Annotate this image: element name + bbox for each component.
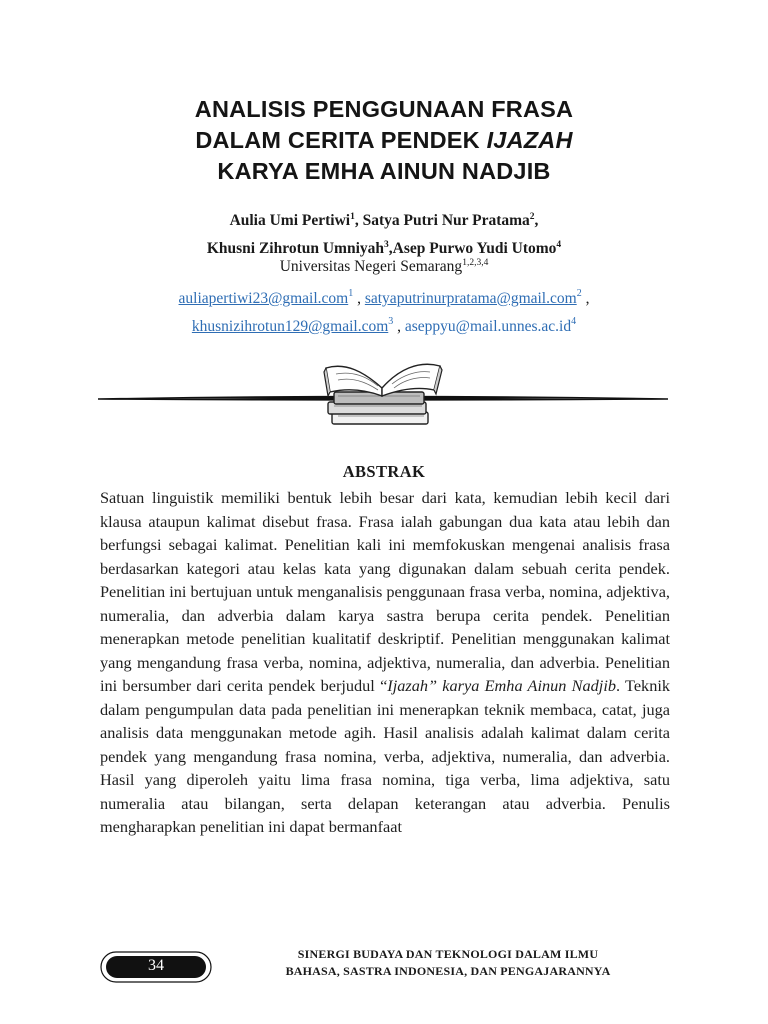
affiliation-sup: 1,2,3,4 bbox=[462, 258, 489, 268]
author-separator: , bbox=[534, 212, 539, 229]
title-italic-word: IJAZAH bbox=[486, 127, 573, 153]
author-sup: 4 bbox=[556, 240, 562, 250]
author-sup: 1 bbox=[350, 212, 355, 222]
running-footer bbox=[228, 946, 668, 980]
email-text: aseppyu@mail.unnes.ac.id bbox=[404, 318, 572, 335]
affiliation bbox=[0, 257, 768, 277]
title-line-2-text: DALAM CERITA PENDEK bbox=[195, 127, 487, 153]
email-list bbox=[0, 285, 768, 341]
email-line-2: khusnizihrotun129@gmail.com$^3$ , $aseppyu@mail.unnes.ac.id^4$ bbox=[191, 316, 577, 335]
author-list bbox=[0, 207, 768, 263]
email-link[interactable]: auliapertiwi23@gmail.com bbox=[178, 290, 349, 307]
open-book-icon bbox=[324, 364, 442, 424]
author-separator: , bbox=[354, 212, 363, 229]
page-number: 34 bbox=[148, 957, 164, 974]
author-sup: 3 bbox=[384, 240, 389, 250]
affiliation-text: Universitas Negeri Semarang bbox=[279, 258, 463, 275]
email-sup: 4 bbox=[571, 316, 577, 327]
abstract-heading: ABSTRAK bbox=[342, 462, 426, 481]
email-sup: 2 bbox=[576, 288, 582, 299]
title-line-1: ANALISIS PENGGUNAAN FRASA bbox=[194, 96, 574, 122]
author-name: Khusni Zihrotun Umniyah bbox=[206, 240, 385, 257]
author-name: Satya Putri Nur Pratama bbox=[362, 212, 530, 229]
abstract-body bbox=[100, 486, 670, 839]
title-line-2 bbox=[0, 125, 768, 156]
email-link[interactable]: satyaputrinurpratama@gmail.com bbox=[364, 290, 577, 307]
paper-title bbox=[0, 94, 768, 187]
open-book-divider bbox=[98, 348, 668, 428]
author-separator: , bbox=[388, 240, 393, 257]
abstract-text: Satuan linguistik memiliki bentuk lebih besar dari kata, kemudian lebih kecil dari klausa ataupun kalimat disebut frasa. Frasa ialah gabungan dua kata atau lebih dan berfungsi sebagai kalimat. Penelitian kali ini memfokuskan mengenai analisis frasa berdasarkan kategori atau kelas kata yang digunakan dalam sebuah cerita pendek. Penelitian ini bertujuan untuk menganalisis penggunaan frasa verba, nomina, adjektiva, numeralia, dan adverbia dalam karya sastra berupa cerita pendek. Penelitian menerapkan metode penelitian kualitatif deskriptif. Penelitian menggunakan kalimat yang mengandung frasa verba, nomina, adjektiva, numeralia, dan adverbia. Penelitian ini bersumber dari cerita pendek berjudul “ bbox=[100, 488, 670, 695]
title-line-3: KARYA EMHA AINUN NADJIB bbox=[217, 158, 551, 184]
email-sup: 3 bbox=[388, 316, 394, 327]
author-name: Asep Purwo Yudi Utomo bbox=[392, 240, 557, 257]
abstract-text: . Teknik dalam pengumpulan data pada penelitian ini menerapkan teknik membaca, catat, juga analisis data menggunakan metode agih. Hasil analisis adalah kalimat dalam cerita pendek yang mengandung frasa nomina, verba, adjektiva, numeralia, dan adverbia. Hasil yang diperoleh yaitu lima frasa nomina, tiga verba, lima adjektiva, satu numeralia atau bilangan, serta delapan keterangan atau adverbia. Penulis mengharapkan penelitian ini dapat bermanfaat bbox=[100, 676, 670, 836]
abstract-italic-title: Ijazah” karya Emha Ainun Nadjib bbox=[387, 676, 616, 695]
email-link[interactable]: khusnizihrotun129@gmail.com bbox=[191, 318, 389, 335]
email-sup: 1 bbox=[348, 288, 354, 299]
author-line-1 bbox=[0, 207, 768, 235]
footer-line-2: BAHASA, SASTRA INDONESIA, DAN PENGAJARANNYA bbox=[285, 964, 611, 978]
footer-line-1: SINERGI BUDAYA DAN TEKNOLOGI DALAM ILMU bbox=[297, 947, 599, 961]
author-name: Aulia Umi Pertiwi bbox=[229, 212, 351, 229]
email-line-1: auliapertiwi23@gmail.com$^1$ , satyaputrinurpratama@gmail.com$^2$ , bbox=[178, 288, 590, 307]
author-sup: 2 bbox=[529, 212, 535, 222]
